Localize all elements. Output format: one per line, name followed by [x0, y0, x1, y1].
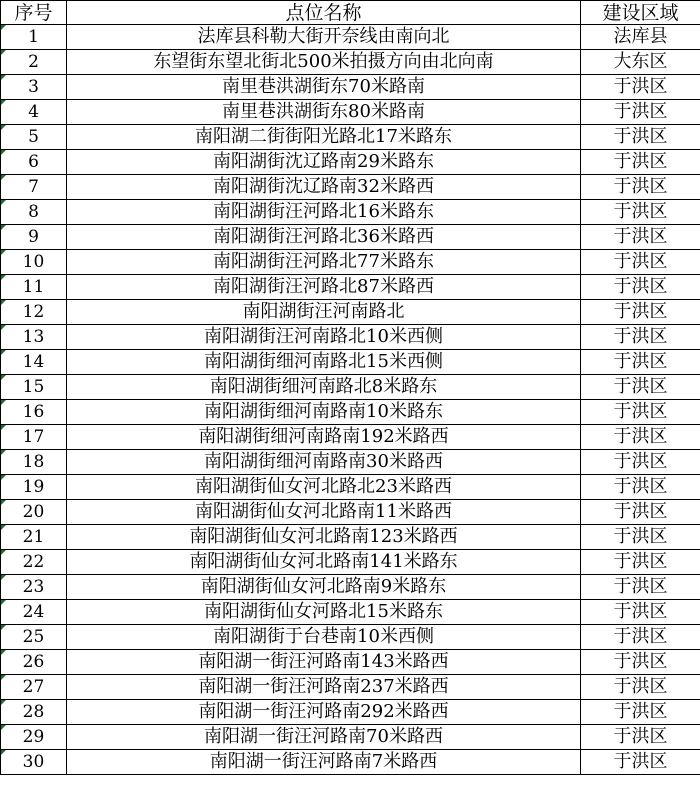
cell-marker-icon	[1, 50, 6, 55]
cell-marker-icon	[1, 300, 6, 305]
table-row	[1, 225, 700, 250]
seq-value: 22	[22, 552, 45, 572]
cell-seq	[1, 50, 67, 75]
cell-marker-icon	[1, 675, 6, 680]
header-seq: 序号	[1, 1, 67, 25]
seq-value: 18	[22, 452, 45, 472]
cell-location-name: 南阳湖街细河南路北8米路东	[67, 375, 581, 400]
cell-area: 于洪区	[581, 125, 700, 150]
seq-value: 7	[28, 177, 39, 197]
table-row	[1, 300, 700, 325]
cell-area: 于洪区	[581, 750, 700, 775]
cell-seq	[1, 325, 67, 350]
cell-seq	[1, 725, 67, 750]
table-row	[1, 625, 700, 650]
table-row	[1, 325, 700, 350]
cell-location-name: 南阳湖街于台巷南10米西侧	[67, 625, 581, 650]
cell-location-name: 南里巷洪湖街东80米路南	[67, 100, 581, 125]
cell-marker-icon	[1, 175, 6, 180]
table-row	[1, 750, 700, 775]
cell-area: 于洪区	[581, 500, 700, 525]
cell-area: 于洪区	[581, 425, 700, 450]
cell-area: 于洪区	[581, 75, 700, 100]
table-row	[1, 475, 700, 500]
cell-area: 于洪区	[581, 400, 700, 425]
cell-area: 于洪区	[581, 150, 700, 175]
cell-area: 于洪区	[581, 600, 700, 625]
cell-marker-icon	[1, 275, 6, 280]
seq-value: 16	[22, 402, 45, 422]
seq-value: 17	[22, 427, 45, 447]
cell-area: 于洪区	[581, 225, 700, 250]
cell-seq	[1, 450, 67, 475]
cell-area: 法库县	[581, 25, 700, 50]
cell-seq	[1, 750, 67, 775]
table-row	[1, 75, 700, 100]
cell-marker-icon	[1, 125, 6, 130]
cell-location-name: 南阳湖街汪河路北36米路西	[67, 225, 581, 250]
seq-value: 30	[22, 752, 45, 772]
seq-value: 28	[22, 702, 45, 722]
cell-seq	[1, 400, 67, 425]
seq-value: 8	[28, 202, 39, 222]
cell-seq	[1, 575, 67, 600]
cell-seq	[1, 375, 67, 400]
cell-location-name: 南阳湖街沈辽路南32米路西	[67, 175, 581, 200]
cell-area: 于洪区	[581, 700, 700, 725]
cell-location-name: 南阳湖一街汪河路南237米路西	[67, 675, 581, 700]
cell-area: 大东区	[581, 50, 700, 75]
header-name: 点位名称	[67, 1, 581, 25]
cell-seq	[1, 300, 67, 325]
cell-location-name: 南阳湖街汪河路北16米路东	[67, 200, 581, 225]
cell-location-name: 南阳湖街仙女河北路南123米路西	[67, 525, 581, 550]
seq-value: 1	[28, 27, 39, 47]
cell-area: 于洪区	[581, 675, 700, 700]
table-row	[1, 400, 700, 425]
cell-seq	[1, 350, 67, 375]
cell-area: 于洪区	[581, 300, 700, 325]
seq-value: 24	[22, 602, 45, 622]
cell-location-name: 南阳湖二街街阳光路北17米路东	[67, 125, 581, 150]
cell-marker-icon	[1, 725, 6, 730]
cell-area: 于洪区	[581, 175, 700, 200]
seq-value: 15	[22, 377, 45, 397]
seq-value: 26	[22, 652, 45, 672]
seq-value: 14	[22, 352, 45, 372]
cell-seq	[1, 500, 67, 525]
cell-seq	[1, 550, 67, 575]
table-row	[1, 125, 700, 150]
cell-area: 于洪区	[581, 575, 700, 600]
seq-value: 9	[28, 227, 39, 247]
table-row	[1, 250, 700, 275]
cell-location-name: 南阳湖街沈辽路南29米路东	[67, 150, 581, 175]
cell-marker-icon	[1, 350, 6, 355]
table-row	[1, 525, 700, 550]
cell-location-name: 南阳湖街汪河路北87米路西	[67, 275, 581, 300]
cell-location-name: 南阳湖街细河南路南10米路东	[67, 400, 581, 425]
cell-marker-icon	[1, 525, 6, 530]
seq-value: 4	[28, 102, 39, 122]
table-row	[1, 350, 700, 375]
table-row	[1, 50, 700, 75]
table-row	[1, 425, 700, 450]
table-row	[1, 150, 700, 175]
cell-marker-icon	[1, 100, 6, 105]
cell-seq	[1, 200, 67, 225]
seq-value: 19	[22, 477, 45, 497]
cell-location-name: 南阳湖街仙女河北路北23米路西	[67, 475, 581, 500]
cell-location-name: 南里巷洪湖街东70米路南	[67, 75, 581, 100]
cell-area: 于洪区	[581, 325, 700, 350]
cell-seq	[1, 675, 67, 700]
cell-location-name: 东望街东望北街北500米拍摄方向由北向南	[67, 50, 581, 75]
cell-area: 于洪区	[581, 275, 700, 300]
cell-area: 于洪区	[581, 250, 700, 275]
table-row	[1, 725, 700, 750]
header-area: 建设区域	[581, 1, 700, 25]
cell-marker-icon	[1, 625, 6, 630]
seq-value: 13	[22, 327, 45, 347]
table-row	[1, 550, 700, 575]
cell-marker-icon	[1, 225, 6, 230]
cell-seq	[1, 100, 67, 125]
cell-seq	[1, 425, 67, 450]
cell-area: 于洪区	[581, 650, 700, 675]
cell-seq	[1, 75, 67, 100]
cell-area: 于洪区	[581, 100, 700, 125]
cell-marker-icon	[1, 425, 6, 430]
cell-seq	[1, 650, 67, 675]
cell-marker-icon	[1, 250, 6, 255]
cell-seq	[1, 150, 67, 175]
cell-marker-icon	[1, 650, 6, 655]
cell-location-name: 南阳湖街汪河南路北10米西侧	[67, 325, 581, 350]
table-row	[1, 175, 700, 200]
cell-seq	[1, 625, 67, 650]
seq-value: 11	[22, 277, 45, 297]
cell-area: 于洪区	[581, 375, 700, 400]
cell-seq	[1, 225, 67, 250]
seq-value: 6	[28, 152, 39, 172]
table-row	[1, 200, 700, 225]
cell-marker-icon	[1, 750, 6, 755]
seq-value: 3	[28, 77, 39, 97]
cell-location-name: 南阳湖一街汪河路南7米路西	[67, 750, 581, 775]
cell-location-name: 南阳湖街仙女河路北15米路东	[67, 600, 581, 625]
seq-value: 29	[22, 727, 45, 747]
cell-marker-icon	[1, 25, 6, 30]
cell-marker-icon	[1, 375, 6, 380]
cell-marker-icon	[1, 600, 6, 605]
cell-marker-icon	[1, 325, 6, 330]
cell-seq	[1, 125, 67, 150]
cell-location-name: 南阳湖街仙女河北路南11米路西	[67, 500, 581, 525]
cell-seq	[1, 275, 67, 300]
seq-value: 23	[22, 577, 45, 597]
cell-area: 于洪区	[581, 475, 700, 500]
cell-location-name: 南阳湖街细河南路南30米路西	[67, 450, 581, 475]
table-row	[1, 450, 700, 475]
table-row	[1, 100, 700, 125]
seq-value: 20	[22, 502, 45, 522]
seq-value: 21	[22, 527, 45, 547]
cell-seq	[1, 175, 67, 200]
cell-marker-icon	[1, 450, 6, 455]
cell-location-name: 南阳湖街细河南路北15米西侧	[67, 350, 581, 375]
cell-marker-icon	[1, 200, 6, 205]
cell-area: 于洪区	[581, 350, 700, 375]
cell-location-name: 南阳湖一街汪河路南143米路西	[67, 650, 581, 675]
cell-location-name: 南阳湖一街汪河路南292米路西	[67, 700, 581, 725]
cell-marker-icon	[1, 575, 6, 580]
cell-marker-icon	[1, 75, 6, 80]
cell-marker-icon	[1, 700, 6, 705]
cell-location-name: 南阳湖街仙女河北路南9米路东	[67, 575, 581, 600]
cell-seq	[1, 525, 67, 550]
cell-area: 于洪区	[581, 550, 700, 575]
table-body	[1, 25, 700, 775]
cell-marker-icon	[1, 550, 6, 555]
cell-location-name: 南阳湖一街汪河路南70米路西	[67, 725, 581, 750]
table-row	[1, 25, 700, 50]
cell-location-name: 南阳湖街仙女河北路南141米路东	[67, 550, 581, 575]
header-row	[1, 1, 700, 25]
cell-seq	[1, 25, 67, 50]
seq-value: 27	[22, 677, 45, 697]
table-row	[1, 650, 700, 675]
cell-seq	[1, 600, 67, 625]
cell-seq	[1, 250, 67, 275]
cell-area: 于洪区	[581, 625, 700, 650]
cell-marker-icon	[1, 500, 6, 505]
cell-location-name: 南阳湖街汪河路北77米路东	[67, 250, 581, 275]
cell-area: 于洪区	[581, 525, 700, 550]
cell-marker-icon	[1, 150, 6, 155]
seq-value: 5	[28, 127, 39, 147]
cell-location-name: 南阳湖街汪河南路北	[67, 300, 581, 325]
cell-area: 于洪区	[581, 450, 700, 475]
seq-value: 25	[22, 627, 45, 647]
seq-value: 10	[22, 252, 45, 272]
cell-area: 于洪区	[581, 725, 700, 750]
cell-seq	[1, 475, 67, 500]
cell-marker-icon	[1, 475, 6, 480]
table-row	[1, 500, 700, 525]
seq-value: 12	[22, 302, 45, 322]
table-row	[1, 600, 700, 625]
table-row	[1, 675, 700, 700]
cell-seq	[1, 700, 67, 725]
table-row	[1, 700, 700, 725]
table-row	[1, 575, 700, 600]
cell-location-name: 南阳湖街细河南路南192米路西	[67, 425, 581, 450]
cell-marker-icon	[1, 400, 6, 405]
table-row	[1, 375, 700, 400]
seq-value: 2	[28, 52, 39, 72]
table-row	[1, 275, 700, 300]
cell-location-name: 法库县科勒大街开奈线由南向北	[67, 25, 581, 50]
cell-area: 于洪区	[581, 200, 700, 225]
